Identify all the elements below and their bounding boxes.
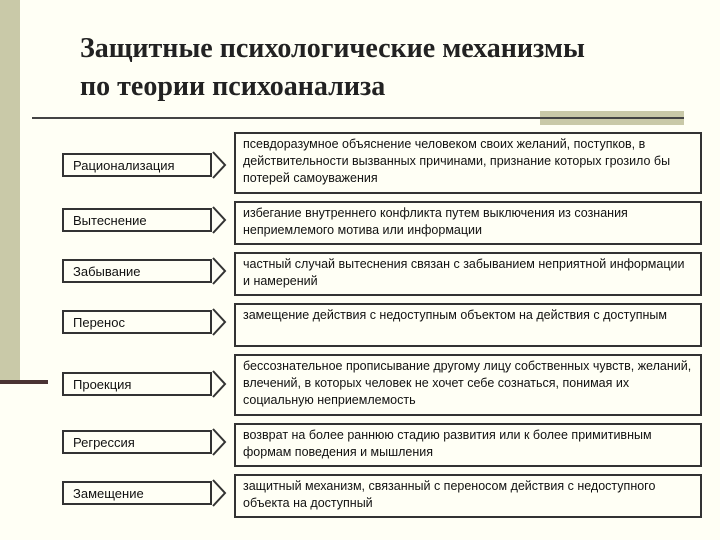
description-text: частный случай вытеснения связан с забыванием неприятной информации и намерений — [243, 257, 685, 288]
term-box — [62, 481, 212, 505]
chevron-right-icon — [211, 151, 227, 179]
description-box — [234, 303, 702, 347]
description-text: замещение действия с недоступным объектом на действия с доступным — [243, 308, 667, 322]
title-line-1: Защитные психологические механизмы — [80, 33, 585, 64]
term-box — [62, 372, 212, 396]
side-band — [0, 0, 20, 384]
term-box — [62, 259, 212, 283]
term-box — [62, 310, 212, 334]
description-box — [234, 354, 702, 416]
title-underline — [32, 117, 684, 119]
slide-title — [80, 30, 700, 106]
term-label: Забывание — [73, 263, 141, 279]
description-text: бессознательное прописывание другому лицу собственных чувств, желаний, влечений, в которых человек не хочет себе сознаться, понимая их социальную неприемлемость — [243, 359, 692, 407]
term-label: Вытеснение — [73, 212, 147, 228]
term-box — [62, 430, 212, 454]
description-box — [234, 423, 702, 467]
description-box — [234, 201, 702, 245]
chevron-right-icon — [211, 479, 227, 507]
chevron-right-icon — [211, 308, 227, 336]
side-accent-tick — [0, 380, 48, 384]
term-box — [62, 208, 212, 232]
description-box — [234, 252, 702, 296]
chevron-right-icon — [211, 428, 227, 456]
chevron-right-icon — [211, 257, 227, 285]
description-text: возврат на более раннюю стадию развития или к более примитивным формам поведения и мышления — [243, 428, 652, 459]
term-label: Замещение — [73, 485, 144, 501]
term-label: Регрессия — [73, 434, 135, 450]
term-box — [62, 153, 212, 177]
term-label: Проекция — [73, 376, 132, 392]
description-text: псевдоразумное объяснение человеком своих желаний, поступков, в действительности вызванных причинами, признание которых грозило бы потерей самоуважения — [243, 137, 671, 185]
chevron-right-icon — [211, 370, 227, 398]
description-box — [234, 474, 702, 518]
title-line-2: по теории психоанализа — [80, 71, 386, 102]
term-label: Рационализация — [73, 157, 175, 173]
description-box — [234, 132, 702, 194]
description-text: защитный механизм, связанный с переносом действия с недоступного объекта на доступный — [243, 479, 656, 510]
description-text: избегание внутреннего конфликта путем выключения из сознания неприемлемого мотива или информации — [243, 206, 628, 237]
chevron-right-icon — [211, 206, 227, 234]
term-label: Перенос — [73, 314, 125, 330]
